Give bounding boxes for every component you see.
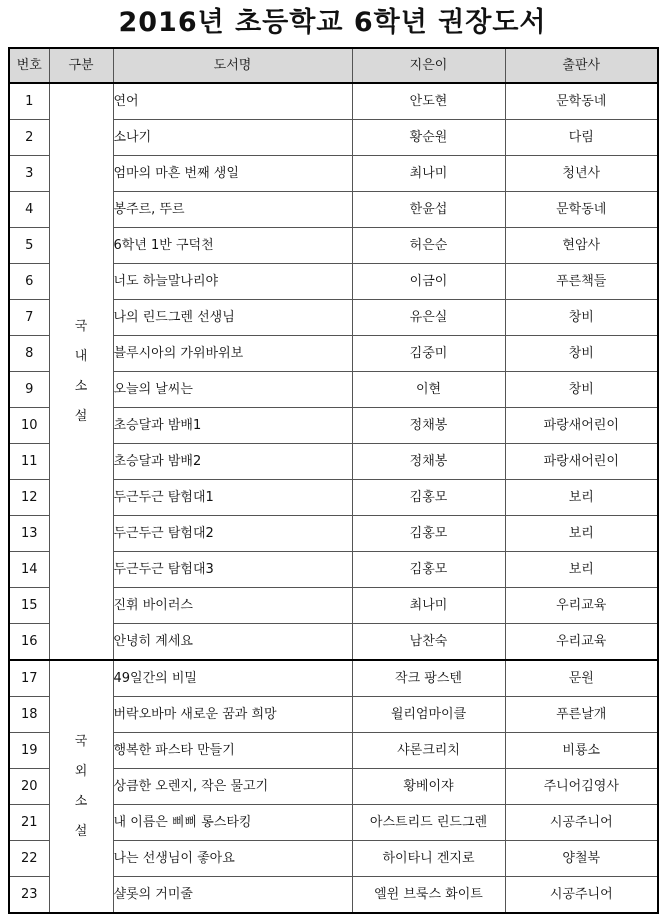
author-name: 정채봉 <box>352 444 505 480</box>
publisher-name: 주니어김영사 <box>505 769 658 805</box>
category-char: 소 <box>74 793 88 809</box>
book-table <box>8 47 659 914</box>
book-title: 버락오바마 새로운 꿈과 희망 <box>113 697 352 733</box>
author-name: 한윤섭 <box>352 192 505 228</box>
book-title: 너도 하늘말나리야 <box>113 264 352 300</box>
author-name: 황베이쟈 <box>352 769 505 805</box>
author-name: 남찬숙 <box>352 624 505 661</box>
publisher-name: 문원 <box>505 660 658 697</box>
book-title: 초승달과 밤배1 <box>113 408 352 444</box>
publisher-name: 창비 <box>505 336 658 372</box>
author-name: 아스트리드 린드그렌 <box>352 805 505 841</box>
author-name: 김중미 <box>352 336 505 372</box>
author-name: 최나미 <box>352 588 505 624</box>
author-name: 엘윈 브룩스 화이트 <box>352 877 505 914</box>
row-number: 6 <box>9 264 49 300</box>
book-title: 두근두근 탐험대3 <box>113 552 352 588</box>
book-title: 연어 <box>113 83 352 120</box>
author-name: 이금이 <box>352 264 505 300</box>
category-char: 국 <box>74 318 88 334</box>
author-name: 작크 팡스텐 <box>352 660 505 697</box>
publisher-name: 보리 <box>505 480 658 516</box>
row-number: 11 <box>9 444 49 480</box>
category-char: 내 <box>74 348 88 364</box>
header-publisher: 출판사 <box>505 48 658 83</box>
category-char: 외 <box>74 763 88 779</box>
book-title: 내 이름은 삐삐 롱스타킹 <box>113 805 352 841</box>
publisher-name: 우리교육 <box>505 588 658 624</box>
book-title: 소나기 <box>113 120 352 156</box>
category-char: 설 <box>74 823 88 839</box>
header-author: 지은이 <box>352 48 505 83</box>
book-title: 행복한 파스타 만들기 <box>113 733 352 769</box>
publisher-name: 시공주니어 <box>505 805 658 841</box>
author-name: 유은실 <box>352 300 505 336</box>
publisher-name: 푸른날개 <box>505 697 658 733</box>
row-number: 13 <box>9 516 49 552</box>
publisher-name: 보리 <box>505 552 658 588</box>
row-number: 21 <box>9 805 49 841</box>
page-title: 2016년 초등학교 6학년 권장도서 <box>118 7 547 38</box>
publisher-name: 시공주니어 <box>505 877 658 914</box>
row-number: 14 <box>9 552 49 588</box>
table-row <box>9 83 658 120</box>
category-char: 국 <box>74 733 88 749</box>
publisher-name: 양철북 <box>505 841 658 877</box>
table-body <box>9 83 658 913</box>
book-title: 나의 린드그렌 선생님 <box>113 300 352 336</box>
publisher-name: 비룡소 <box>505 733 658 769</box>
row-number: 7 <box>9 300 49 336</box>
book-title: 엄마의 마흔 번째 생일 <box>113 156 352 192</box>
row-number: 12 <box>9 480 49 516</box>
publisher-name: 문학동네 <box>505 192 658 228</box>
publisher-name: 보리 <box>505 516 658 552</box>
category-cell <box>49 660 113 913</box>
author-name: 김홍모 <box>352 516 505 552</box>
book-title: 샬롯의 거미줄 <box>113 877 352 914</box>
author-name: 안도현 <box>352 83 505 120</box>
publisher-name: 청년사 <box>505 156 658 192</box>
book-title: 6학년 1반 구덕천 <box>113 228 352 264</box>
author-name: 샤론크리치 <box>352 733 505 769</box>
header-row <box>9 48 658 83</box>
row-number: 20 <box>9 769 49 805</box>
book-title: 봉주르, 뚜르 <box>113 192 352 228</box>
category-cell <box>49 83 113 660</box>
header-no: 번호 <box>9 48 49 83</box>
publisher-name: 우리교육 <box>505 624 658 661</box>
header-category: 구분 <box>49 48 113 83</box>
book-title: 초승달과 밤배2 <box>113 444 352 480</box>
row-number: 5 <box>9 228 49 264</box>
book-title: 나는 선생님이 좋아요 <box>113 841 352 877</box>
header-book: 도서명 <box>113 48 352 83</box>
book-title: 오늘의 날씨는 <box>113 372 352 408</box>
publisher-name: 파랑새어린이 <box>505 408 658 444</box>
publisher-name: 현암사 <box>505 228 658 264</box>
author-name: 윌리엄마이클 <box>352 697 505 733</box>
book-title: 진휘 바이러스 <box>113 588 352 624</box>
publisher-name: 문학동네 <box>505 83 658 120</box>
author-name: 김홍모 <box>352 480 505 516</box>
publisher-name: 다림 <box>505 120 658 156</box>
author-name: 황순원 <box>352 120 505 156</box>
book-title: 상큼한 오렌지, 작은 물고기 <box>113 769 352 805</box>
row-number: 22 <box>9 841 49 877</box>
row-number: 10 <box>9 408 49 444</box>
table-row <box>9 660 658 697</box>
row-number: 1 <box>9 83 49 120</box>
book-title: 안녕히 계세요 <box>113 624 352 661</box>
author-name: 김홍모 <box>352 552 505 588</box>
row-number: 8 <box>9 336 49 372</box>
author-name: 하이타니 겐지로 <box>352 841 505 877</box>
row-number: 4 <box>9 192 49 228</box>
author-name: 최나미 <box>352 156 505 192</box>
row-number: 2 <box>9 120 49 156</box>
book-title: 블루시아의 가위바위보 <box>113 336 352 372</box>
author-name: 이현 <box>352 372 505 408</box>
author-name: 허은순 <box>352 228 505 264</box>
category-char: 설 <box>74 408 88 424</box>
row-number: 19 <box>9 733 49 769</box>
publisher-name: 창비 <box>505 372 658 408</box>
publisher-name: 파랑새어린이 <box>505 444 658 480</box>
book-title: 49일간의 비밀 <box>113 660 352 697</box>
category-char: 소 <box>74 378 88 394</box>
book-title: 두근두근 탐험대1 <box>113 480 352 516</box>
row-number: 9 <box>9 372 49 408</box>
row-number: 16 <box>9 624 49 661</box>
row-number: 23 <box>9 877 49 914</box>
row-number: 17 <box>9 660 49 697</box>
publisher-name: 푸른책들 <box>505 264 658 300</box>
row-number: 3 <box>9 156 49 192</box>
author-name: 정채봉 <box>352 408 505 444</box>
publisher-name: 창비 <box>505 300 658 336</box>
book-title: 두근두근 탐험대2 <box>113 516 352 552</box>
row-number: 15 <box>9 588 49 624</box>
row-number: 18 <box>9 697 49 733</box>
